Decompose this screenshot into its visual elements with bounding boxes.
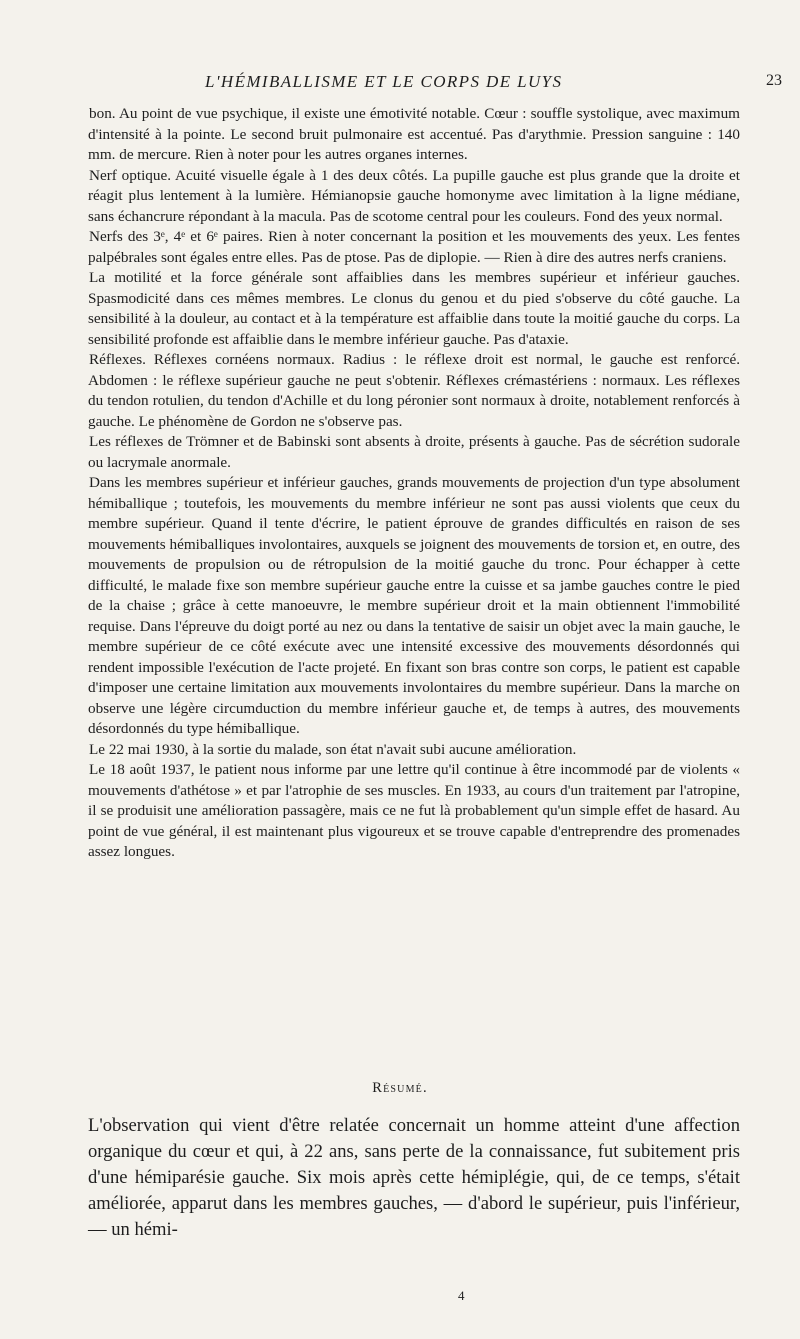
paragraph-tromner-babinski: Les réflexes de Trömner et de Babinski sont absents à droite, présents à gauche. Pas de sécrétion sudorale ou lacrymale anormale. [88,433,740,471]
summary-paragraph: L'observation qui vient d'être relatée concernait un homme atteint d'une affection organique du cœur et qui, à 22 ans, sans perte de la connaissance, fut subitement pris d'une hémiparésie gauche. Six mois après cette hémiplégie, qui, de ce temps, s'était améliorée, apparut dans les membres gauches, — d'abord le supérieur, puis l'inférieur, — un hémi- [88,1115,740,1240]
paragraph-cardiac: bon. Au point de vue psychique, il existe une émotivité notable. Cœur : souffle systolique, avec maximum d'intensité à la pointe. Le second bruit pulmonaire est accentué. Pas d'arythmie. Pression sanguine : 140 mm. de mercure. Rien à noter pour les autres organes internes. [88,105,740,163]
running-head [0,72,800,96]
paragraph-follow-up: Le 18 août 1937, le patient nous informe par une lettre qu'il continue à être incommodé par de violents « mouvements d'athétose » et par l'atrophie de ses muscles. En 1933, au cours d'un traitement par l'atropine, il se produisit une amélioration passagère, mais ce ne fut là probablement qu'un simple effet de hasard. Au point de vue général, il est maintenant plus vigoureux et se trouve capable d'entreprendre des promenades assez longues. [88,761,740,860]
paragraph-ocular-nerves: Nerfs des 3ᵉ, 4ᵉ et 6ᵉ paires. Rien à noter concernant la position et les mouvements des yeux. Les fentes palpébrales sont égales entre elles. Pas de ptose. Pas de diplopie. — Rien à dire des autres nerfs craniens. [88,228,740,266]
page-number: 23 [766,72,782,89]
paragraph-optic-nerve: Nerf optique. Acuité visuelle égale à 1 des deux côtés. La pupille gauche est plus grande que la droite et réagit plus lentement à la lumière. Hémianopsie gauche homonyme avec limitation à la ligne médiane, sans échancrure répondant à la macula. Pas de scotome central pour les couleurs. Fond des yeux normal. [88,166,740,225]
paragraph-motility: La motilité et la force générale sont affaiblies dans les membres supérieur et inférieur gauches. Spasmodicité dans ces mêmes membres. Le clonus du genou et du pied s'observe du côté gauche. La sensibilité à la douleur, au contact et à la température est affaiblie dans toute la moitié gauche du corps. La sensibilité profonde est affaiblie dans le membre inférieur gauche. Pas d'ataxie. [88,269,740,348]
body-text [88,104,740,863]
summary-text [88,1113,740,1243]
paragraph-discharge: Le 22 mai 1930, à la sortie du malade, son état n'avait subi aucune amélioration. [89,740,577,758]
paragraph-reflexes: Réflexes. Réflexes cornéens normaux. Radius : le réflexe droit est normal, le gauche est renforcé. Abdomen : le réflexe supérieur gauche ne peut s'obtenir. Réflexes crémastériens : normaux. Les réflexes du tendon rotulien, du tendon d'Achille et du long péronier sont normaux à droite, notablement renforcés à gauche. Le phénomène de Gordon ne s'observe pas. [88,351,740,430]
running-title: L'HÉMIBALLISME ET LE CORPS DE LUYS [205,72,563,91]
paragraph-movements: Dans les membres supérieur et inférieur gauches, grands mouvements de projection d'un type absolument hémiballique ; toutefois, les mouvements du membre inférieur ne sont pas aussi violents que ceux du membre supérieur. Quand il tente d'écrire, le patient éprouve de grandes difficultés en raison de ses mouvements hémiballiques involontaires, auxquels se joignent des mouvements de torsion et, en outre, des mouvements de propulsion ou de rétropulsion de la moitié gauche du tronc. Pour échapper à cette difficulté, le malade fixe son membre supérieur gauche entre la cuisse et sa jambe gauches contre le pied de la chaise ; grâce à cette manoeuvre, le membre supérieur droit et la main obtiennent l'immobilité requise. Dans l'épreuve du doigt porté au nez ou dans la tentative de saisir un objet avec la main gauche, le membre supérieur de ce côté exécute avec une intensité excessive des mouvements désordonnés qui rendent impossible l'exécution de l'acte projeté. En fixant son bras contre son corps, le patient est capable d'imposer une certaine limitation aux mouvements involontaires du membre supérieur. Dans la marche on observe une légère circumduction du membre inférieur gauche et, de temps à autres, des mouvements désordonnés du type hémiballique. [88,474,740,737]
section-heading-resume: Résumé. [372,1080,428,1096]
page-mark: 4 [458,1288,465,1303]
